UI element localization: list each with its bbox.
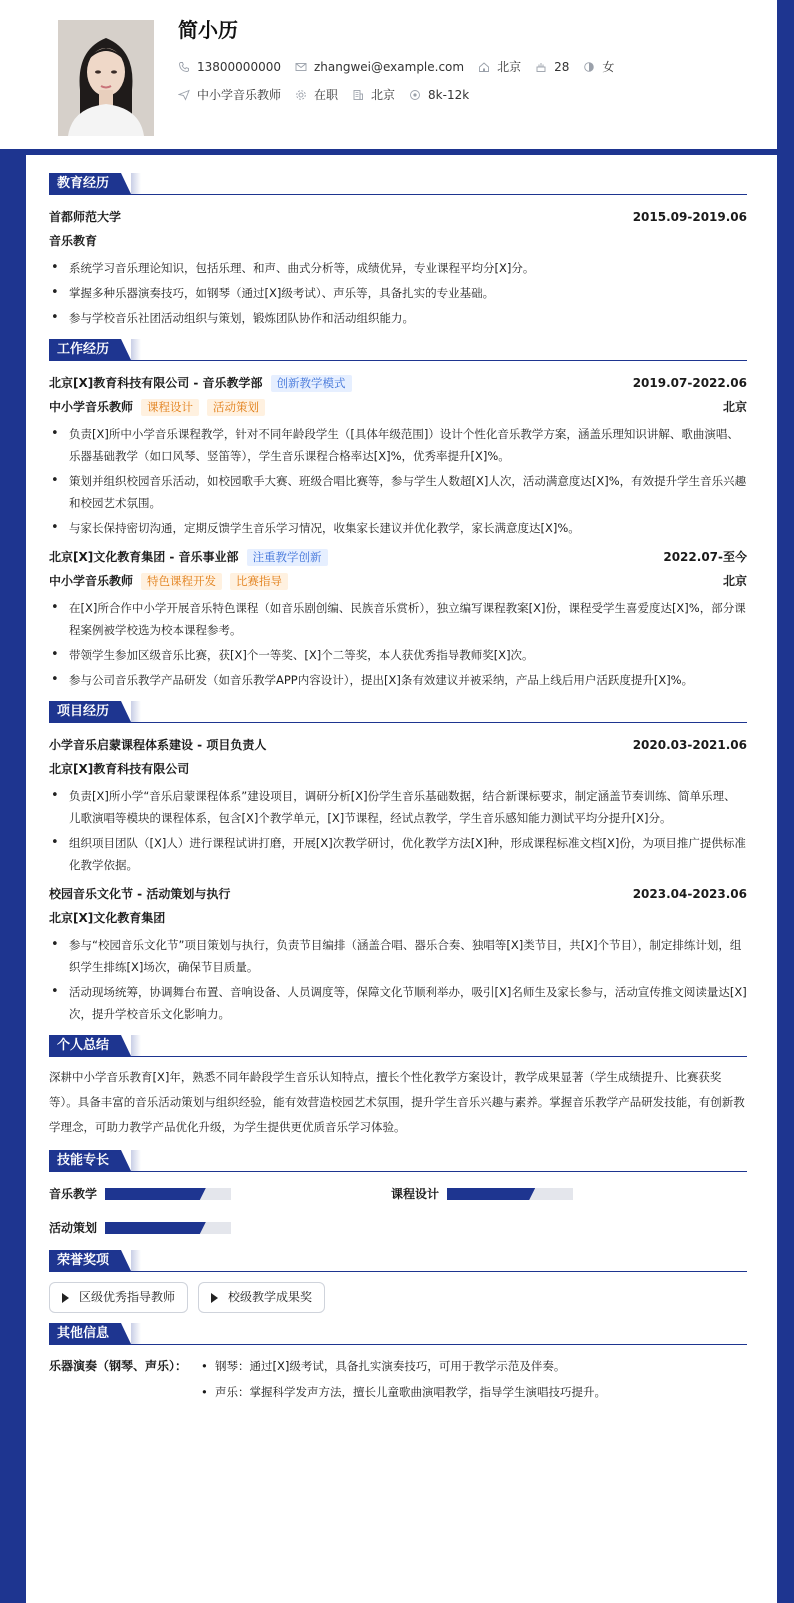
entry-period: 2015.09-2019.06	[632, 209, 747, 224]
entry-header	[49, 545, 747, 569]
role-name: 中小学音乐教师	[49, 573, 134, 588]
section-title-tail	[131, 339, 141, 360]
entry-subheader	[49, 229, 747, 253]
list-item: • 参与学校音乐社团活动组织与策划，锻炼团队协作和活动组织能力。	[49, 307, 747, 329]
other-section	[49, 1323, 747, 1405]
section-title-tail	[131, 1250, 141, 1271]
list-item: • 组织项目团队（[X]人）进行课程试讲打磨，开展[X]次教学研讨，优化教学方法[X]种，形成课程标准文档[X]份，为项目推广提供标准化教学依据。	[49, 832, 747, 876]
list-item: • 参与公司音乐教学产品研发（如音乐教学APP内容设计），提出[X]条有效建议并被采纳，产品上线后用户活跃度提升[X]%。	[49, 669, 747, 691]
bullet-list	[49, 934, 747, 1025]
entry-period: 2022.07-至今	[663, 549, 747, 564]
entry-subheader	[49, 395, 747, 419]
list-item: • 策划并组织校园音乐活动，如校园歌手大赛、班级合唱比赛等，参与学生人数超[X]人次，活动满意度达[X]%，有效提升学生音乐兴趣和校园艺术氛围。	[49, 470, 747, 514]
role-tag: 活动策划	[207, 399, 265, 416]
list-item: • 声乐：掌握科学发声方法，擅长儿童歌曲演唱教学，指导学生演唱技巧提升。	[199, 1379, 606, 1405]
other-info	[49, 1353, 747, 1405]
section-header	[49, 1150, 747, 1172]
list-item: • 与家长保持密切沟通，定期反馈学生音乐学习情况，收集家长建议并优化教学，家长满意度达[X]%。	[49, 517, 747, 539]
skill-bar-fill	[105, 1222, 206, 1234]
bullet-list	[49, 597, 747, 691]
contact-row	[178, 58, 628, 77]
phone-text: 13800000000	[197, 60, 281, 74]
project-entry	[49, 882, 747, 1025]
role-tag: 比赛指导	[230, 573, 288, 590]
work-entry	[49, 545, 747, 691]
section-title: 教育经历	[49, 173, 121, 194]
project-section	[49, 701, 747, 1025]
gender-text: 女	[602, 60, 615, 74]
role-name: 中小学音乐教师	[49, 399, 134, 414]
section-title-tail	[131, 1035, 141, 1056]
list-item: • 掌握多种乐器演奏技巧，如钢琴（通过[X]级考试）、声乐等，具备扎实的专业基础。	[49, 282, 747, 304]
entry-subheader	[49, 906, 747, 930]
work-city: 北京	[722, 399, 747, 414]
work-section	[49, 339, 747, 691]
list-item: • 系统学习音乐理论知识，包括乐理、和声、曲式分析等，成绩优异，专业课程平均分[X]分。	[49, 257, 747, 279]
section-title-tail	[131, 701, 141, 722]
avatar	[58, 20, 154, 136]
skills-section	[49, 1150, 747, 1240]
skill-name: 活动策划	[49, 1220, 98, 1235]
resume-body	[26, 155, 777, 1603]
gender-info	[583, 58, 614, 77]
location-info	[478, 58, 521, 77]
list-item: • 负责[X]所中小学音乐课程教学，针对不同年龄段学生（[具体年级范围]）设计个性化音乐教学方案，涵盖乐理知识讲解、歌曲演唱、乐器基础教学（如口风琴、竖笛等），学生音乐课程合格率达[X]%，优秀率提升[X]%。	[49, 423, 747, 467]
company-tag: 创新教学模式	[271, 375, 352, 392]
entry-header	[49, 371, 747, 395]
section-title-tail	[131, 173, 141, 194]
awards-list	[49, 1282, 747, 1313]
list-item: • 带领学生参加区级音乐比赛，获[X]个一等奖、[X]个二等奖，本人获优秀指导教师奖[X]次。	[49, 644, 747, 666]
summary-text: 深耕中小学音乐教育[X]年，熟悉不同年龄段学生音乐认知特点，擅长个性化教学方案设计，教学成果显著（学生成绩提升、比赛获奖等）。具备丰富的音乐活动策划与组织经验，能有效营造校园艺术氛围，提升学生音乐兴趣与素养。掌握音乐教学产品研发技能，有创新教学理念，可助力教学产品优化升级，为学生提供更优质音乐学习体验。	[49, 1070, 745, 1134]
cake-icon	[535, 61, 547, 73]
play-icon	[211, 1293, 218, 1303]
city-text: 北京	[371, 88, 396, 102]
email-info	[295, 58, 464, 77]
education-section	[49, 173, 747, 329]
company-tag: 注重教学创新	[247, 549, 328, 566]
bullet-list	[49, 423, 747, 539]
gear-icon	[295, 89, 307, 101]
phone-icon	[178, 61, 190, 73]
section-title-tail	[131, 1150, 141, 1171]
salary-text: 8k-12k	[428, 88, 470, 102]
work-entry	[49, 371, 747, 539]
other-label: 乐器演奏（钢琴、声乐）：	[49, 1359, 188, 1373]
location-text: 北京	[497, 60, 522, 74]
skill-name: 课程设计	[391, 1186, 440, 1201]
summary-section	[49, 1035, 747, 1140]
entry-period: 2023.04-2023.06	[632, 886, 747, 901]
city-info	[352, 86, 395, 105]
company-name: 北京[X]文化教育集团 - 音乐事业部	[49, 549, 239, 564]
section-title: 项目经历	[49, 701, 121, 722]
email-text: zhangwei@example.com	[313, 60, 465, 74]
section-title: 技能专长	[49, 1150, 121, 1171]
section-header	[49, 1035, 747, 1057]
award-label: 校级教学成果奖	[228, 1290, 313, 1305]
section-title: 个人总结	[49, 1035, 121, 1056]
status-info	[295, 86, 338, 105]
project-org: 北京[X]教育科技有限公司	[49, 761, 190, 776]
entry-header	[49, 205, 747, 229]
work-city: 北京	[722, 573, 747, 588]
skill-bar	[447, 1188, 573, 1200]
entry-period: 2019.07-2022.06	[632, 375, 747, 390]
position-text: 中小学音乐教师	[197, 88, 282, 102]
skill-item	[49, 1216, 391, 1240]
gender-icon	[583, 61, 595, 73]
entry-subheader	[49, 757, 747, 781]
education-entry	[49, 205, 747, 329]
home-icon	[478, 61, 490, 73]
position-info	[178, 86, 281, 105]
bullet-list	[49, 785, 747, 876]
school-name: 首都师范大学	[49, 209, 122, 224]
salary-info	[409, 86, 469, 105]
phone-info	[178, 58, 281, 77]
awards-section	[49, 1250, 747, 1313]
project-name: 小学音乐启蒙课程体系建设 - 项目负责人	[49, 737, 267, 752]
entry-period: 2020.03-2021.06	[632, 737, 747, 752]
list-item: • 活动现场统筹，协调舞台布置、音响设备、人员调度等，保障文化节顺利举办，吸引[X]名师生及家长参与，活动宣传推文阅读量达[X]次，提升学校音乐文化影响力。	[49, 981, 747, 1025]
company-name: 北京[X]教育科技有限公司 - 音乐教学部	[49, 375, 263, 390]
resume-header	[0, 0, 777, 149]
section-title: 工作经历	[49, 339, 121, 360]
skill-bar-fill	[447, 1188, 535, 1200]
section-header	[49, 339, 747, 361]
section-header	[49, 1250, 747, 1272]
section-header	[49, 1323, 747, 1345]
building-icon	[352, 89, 364, 101]
section-title: 荣誉奖项	[49, 1250, 121, 1271]
section-header	[49, 701, 747, 723]
section-title: 其他信息	[49, 1323, 121, 1344]
skill-bar	[105, 1188, 231, 1200]
section-header	[49, 173, 747, 195]
project-org: 北京[X]文化教育集团	[49, 910, 166, 925]
bullet-list	[49, 257, 747, 329]
job-intent-row	[178, 86, 483, 105]
project-entry	[49, 733, 747, 876]
play-icon	[62, 1293, 69, 1303]
send-icon	[178, 89, 190, 101]
skill-name: 音乐教学	[49, 1186, 98, 1201]
section-title-tail	[131, 1323, 141, 1344]
role-tag: 课程设计	[141, 399, 199, 416]
coin-icon	[409, 89, 421, 101]
entry-subheader	[49, 569, 747, 593]
award-chip	[198, 1282, 325, 1313]
award-chip	[49, 1282, 188, 1313]
skill-item	[391, 1182, 733, 1206]
skill-item	[49, 1182, 391, 1206]
mail-icon	[295, 61, 307, 73]
status-text: 在职	[314, 88, 339, 102]
entry-header	[49, 733, 747, 757]
skill-bar-fill	[105, 1188, 206, 1200]
list-item: • 参与“校园音乐文化节”项目策划与执行，负责节目编排（涵盖合唱、器乐合奏、独唱等[X]类节目，共[X]个节目），制定排练计划，组织学生排练[X]场次，确保节目质量。	[49, 934, 747, 978]
other-list	[199, 1353, 606, 1405]
award-label: 区级优秀指导教师	[79, 1290, 176, 1305]
candidate-name: 简小历	[178, 18, 238, 42]
age-info	[535, 58, 569, 77]
project-name: 校园音乐文化节 - 活动策划与执行	[49, 886, 231, 901]
age-text: 28	[554, 60, 570, 74]
entry-header	[49, 882, 747, 906]
role-tag: 特色课程开发	[141, 573, 222, 590]
list-item: • 在[X]所合作中小学开展音乐特色课程（如音乐剧创编、民族音乐赏析），独立编写课程教案[X]份，课程受学生喜爱度达[X]%，部分课程案例被学校选为校本课程参考。	[49, 597, 747, 641]
list-item: • 钢琴：通过[X]级考试，具备扎实演奏技巧，可用于教学示范及伴奏。	[199, 1353, 606, 1379]
list-item: • 负责[X]所小学“音乐启蒙课程体系”建设项目，调研分析[X]份学生音乐基础数据，结合新课标要求，制定涵盖节奏训练、简单乐理、儿歌演唱等模块的课程体系，包含[X]个教学单元，[X]节课程，经试点教学，学生音乐感知能力测试平均分提升[X]分。	[49, 785, 747, 829]
skills-grid	[49, 1182, 747, 1240]
major-name: 音乐教育	[49, 233, 98, 248]
skill-bar	[105, 1222, 231, 1234]
